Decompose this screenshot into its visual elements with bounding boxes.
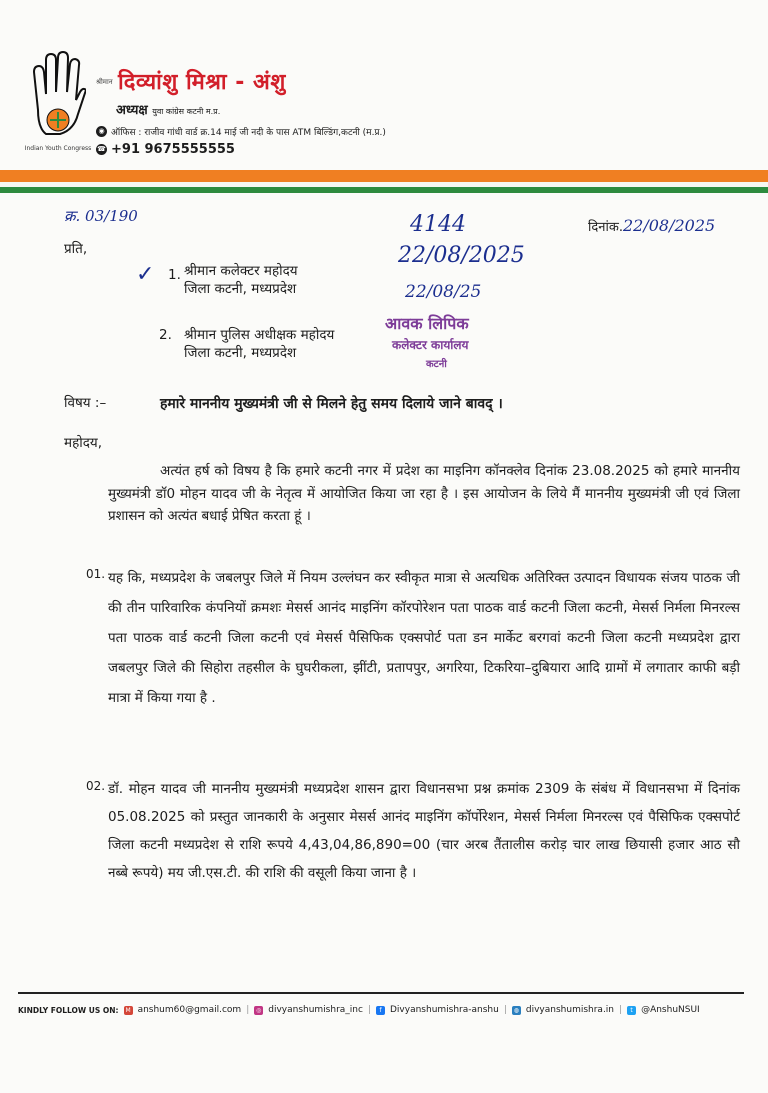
letterhead-post (116, 100, 220, 118)
letterhead-name: दिव्यांशु मिश्रा - अंशु (118, 70, 286, 95)
green-band (0, 187, 768, 193)
gmail-icon: M (125, 1006, 131, 1014)
name-prefix: श्रीमान (96, 78, 113, 86)
instagram-icon: ◎ (256, 1006, 262, 1014)
addressee-1-line1: श्रीमान कलेक्टर महोदय (184, 263, 298, 279)
footer-facebook[interactable]: Divyanshumishra-anshu (390, 1005, 499, 1015)
date-label: दिनांक (588, 220, 619, 235)
reference-number: क्र. 03/190 (64, 207, 138, 225)
inward-date-short: 22/08/25 (405, 282, 482, 302)
twitter-icon: t (627, 1006, 636, 1015)
addressee-2 (184, 326, 334, 362)
congress-hand-logo (24, 50, 86, 150)
check-mark-icon: ✓ (136, 262, 155, 287)
addressee-2-line2: जिला कटनी, मध्यप्रदेश (184, 345, 297, 361)
intro-paragraph: अत्यंत हर्ष को विषय है कि हमारे कटनी नगर में प्रदेश का माइनिग कॉनक्लेव दिनांक 23.08.2025 को हमारे माननीय मुख्यमंत्री डॉ0 मोहन यादव जी के नेतृत्व में आयोजित किया जा रहा है । इस आयोजन के लिये मैं माननीय मुख्यमंत्री जी एवं जिला प्रशासन को अत्यंत बधाई प्रेषित करता हूं । (108, 463, 740, 524)
office-address-text: ऑफिस : राजीव गांधी वार्ड क्र.14 माई जी नदी के पास ATM बिल्डिंग,कटनी (म.प्र.) (111, 128, 386, 138)
greeting: महोदय, (64, 435, 103, 451)
point-2-text: डॉ. मोहन यादव जी माननीय मुख्यमंत्री मध्यप्रदेश शासन द्वारा विधानसभा प्रश्न क्रमांक 2309 के संबंध में विधानसभा में दिनांक 05.08.2025 को प्रस्तुत जानकारी के अनुसार मेसर्स आनंद माइनिंग कॉर्पोरेशन, मेसर्स निर्मला मिनरल्स एवं पैसिफिक एक्सपोर्ट जिला कटनी मध्यप्रदेश से राशि रूपये 4,43,04,86,890=00 (चार अरब तैंतालीस करोड़ चार लाख छियासी हजार आठ सौ नब्बे रूपये) मय जी.एस.टी. की राशि की वसूली किया जाना है । (108, 781, 740, 881)
footer-email[interactable]: anshum60@gmail.com (137, 1005, 242, 1015)
location-icon: ◉ (96, 126, 107, 137)
point-1-text: यह कि, मध्यप्रदेश के जबलपुर जिले में नियम उल्लंघन कर स्वीकृत मात्रा से अत्यधिक अतिरिक्त उत्पादन विधायक संजय पाठक जी की तीन पारिवारिक कंपनियों क्रमशः मेसर्स आनंद माइनिंग कॉरपोरेशन पता पाठक वार्ड कटनी जिला कटनी, मेसर्स निर्मला मिनरल्स पता पाठक वार्ड कटनी जिला कटनी एवं मेसर्स पैसिफिक एक्सपोर्ट पता डन मार्केट बरगवां कटनी जिला कटनी मध्यप्रदेश द्वारा जबलपुर जिले की सिहोरा तहसील के घुघरीकला, झींटी, प्रतापपुर, अगरिया, टिकरिया–दुबियारा आदि ग्रामों में लगातार काफी बड़ी मात्रा में किया गया है . (108, 570, 740, 706)
phone-line (96, 142, 235, 157)
stamp-line-2: कलेक्टर कार्यालय (392, 338, 469, 352)
addressee-2-line1: श्रीमान पुलिस अधीक्षक महोदय (184, 327, 335, 343)
addressee-1 (184, 262, 298, 298)
footer-twitter[interactable]: @AnshuNSUI (641, 1005, 700, 1015)
office-address (96, 125, 386, 138)
inward-number: 4144 (410, 212, 466, 237)
saffron-band (0, 170, 768, 182)
subject-text: हमारे माननीय मुख्यमंत्री जी से मिलने हेतु समय दिलाये जाने बावद् । (160, 396, 503, 412)
footer-label: KINDLY FOLLOW US ON: (18, 1005, 119, 1015)
stamp-line-1: आवक लिपिक (385, 314, 469, 333)
date-field: दिनांक.22/08/2025 (588, 216, 716, 235)
salutation-to: प्रति, (64, 241, 88, 257)
phone-icon: ☎ (97, 145, 106, 153)
date-value: 22/08/2025 (622, 216, 716, 235)
footer-separator: | (367, 1005, 371, 1015)
footer-social (18, 1005, 700, 1015)
addressee-2-number: 2. (159, 327, 172, 343)
inward-date: 22/08/2025 (398, 243, 525, 268)
post-title: अध्यक्ष (116, 103, 148, 118)
subject-label: विषय :– (64, 395, 107, 411)
stamp-line-3: कटनी (426, 359, 447, 370)
point-2-number: 02. (86, 779, 106, 793)
footer-divider (18, 992, 744, 994)
globe-icon: ◍ (513, 1006, 520, 1014)
footer-website[interactable]: divyanshumishra.in (525, 1005, 615, 1015)
logo-caption: Indian Youth Congress (24, 145, 92, 152)
footer-separator: | (619, 1005, 623, 1015)
facebook-icon: f (376, 1006, 385, 1015)
phone-number: +91 9675555555 (111, 142, 235, 157)
post-subtitle: युवा कांग्रेस कटनी म.प्र. (152, 107, 221, 116)
addressee-1-line2: जिला कटनी, मध्यप्रदेश (184, 281, 297, 297)
footer-separator: | (503, 1005, 507, 1015)
footer-instagram[interactable]: divyanshumishra_inc (268, 1005, 363, 1015)
footer-separator: | (246, 1005, 250, 1015)
addressee-1-number: 1. (168, 267, 181, 283)
point-1-number: 01. (86, 567, 106, 581)
